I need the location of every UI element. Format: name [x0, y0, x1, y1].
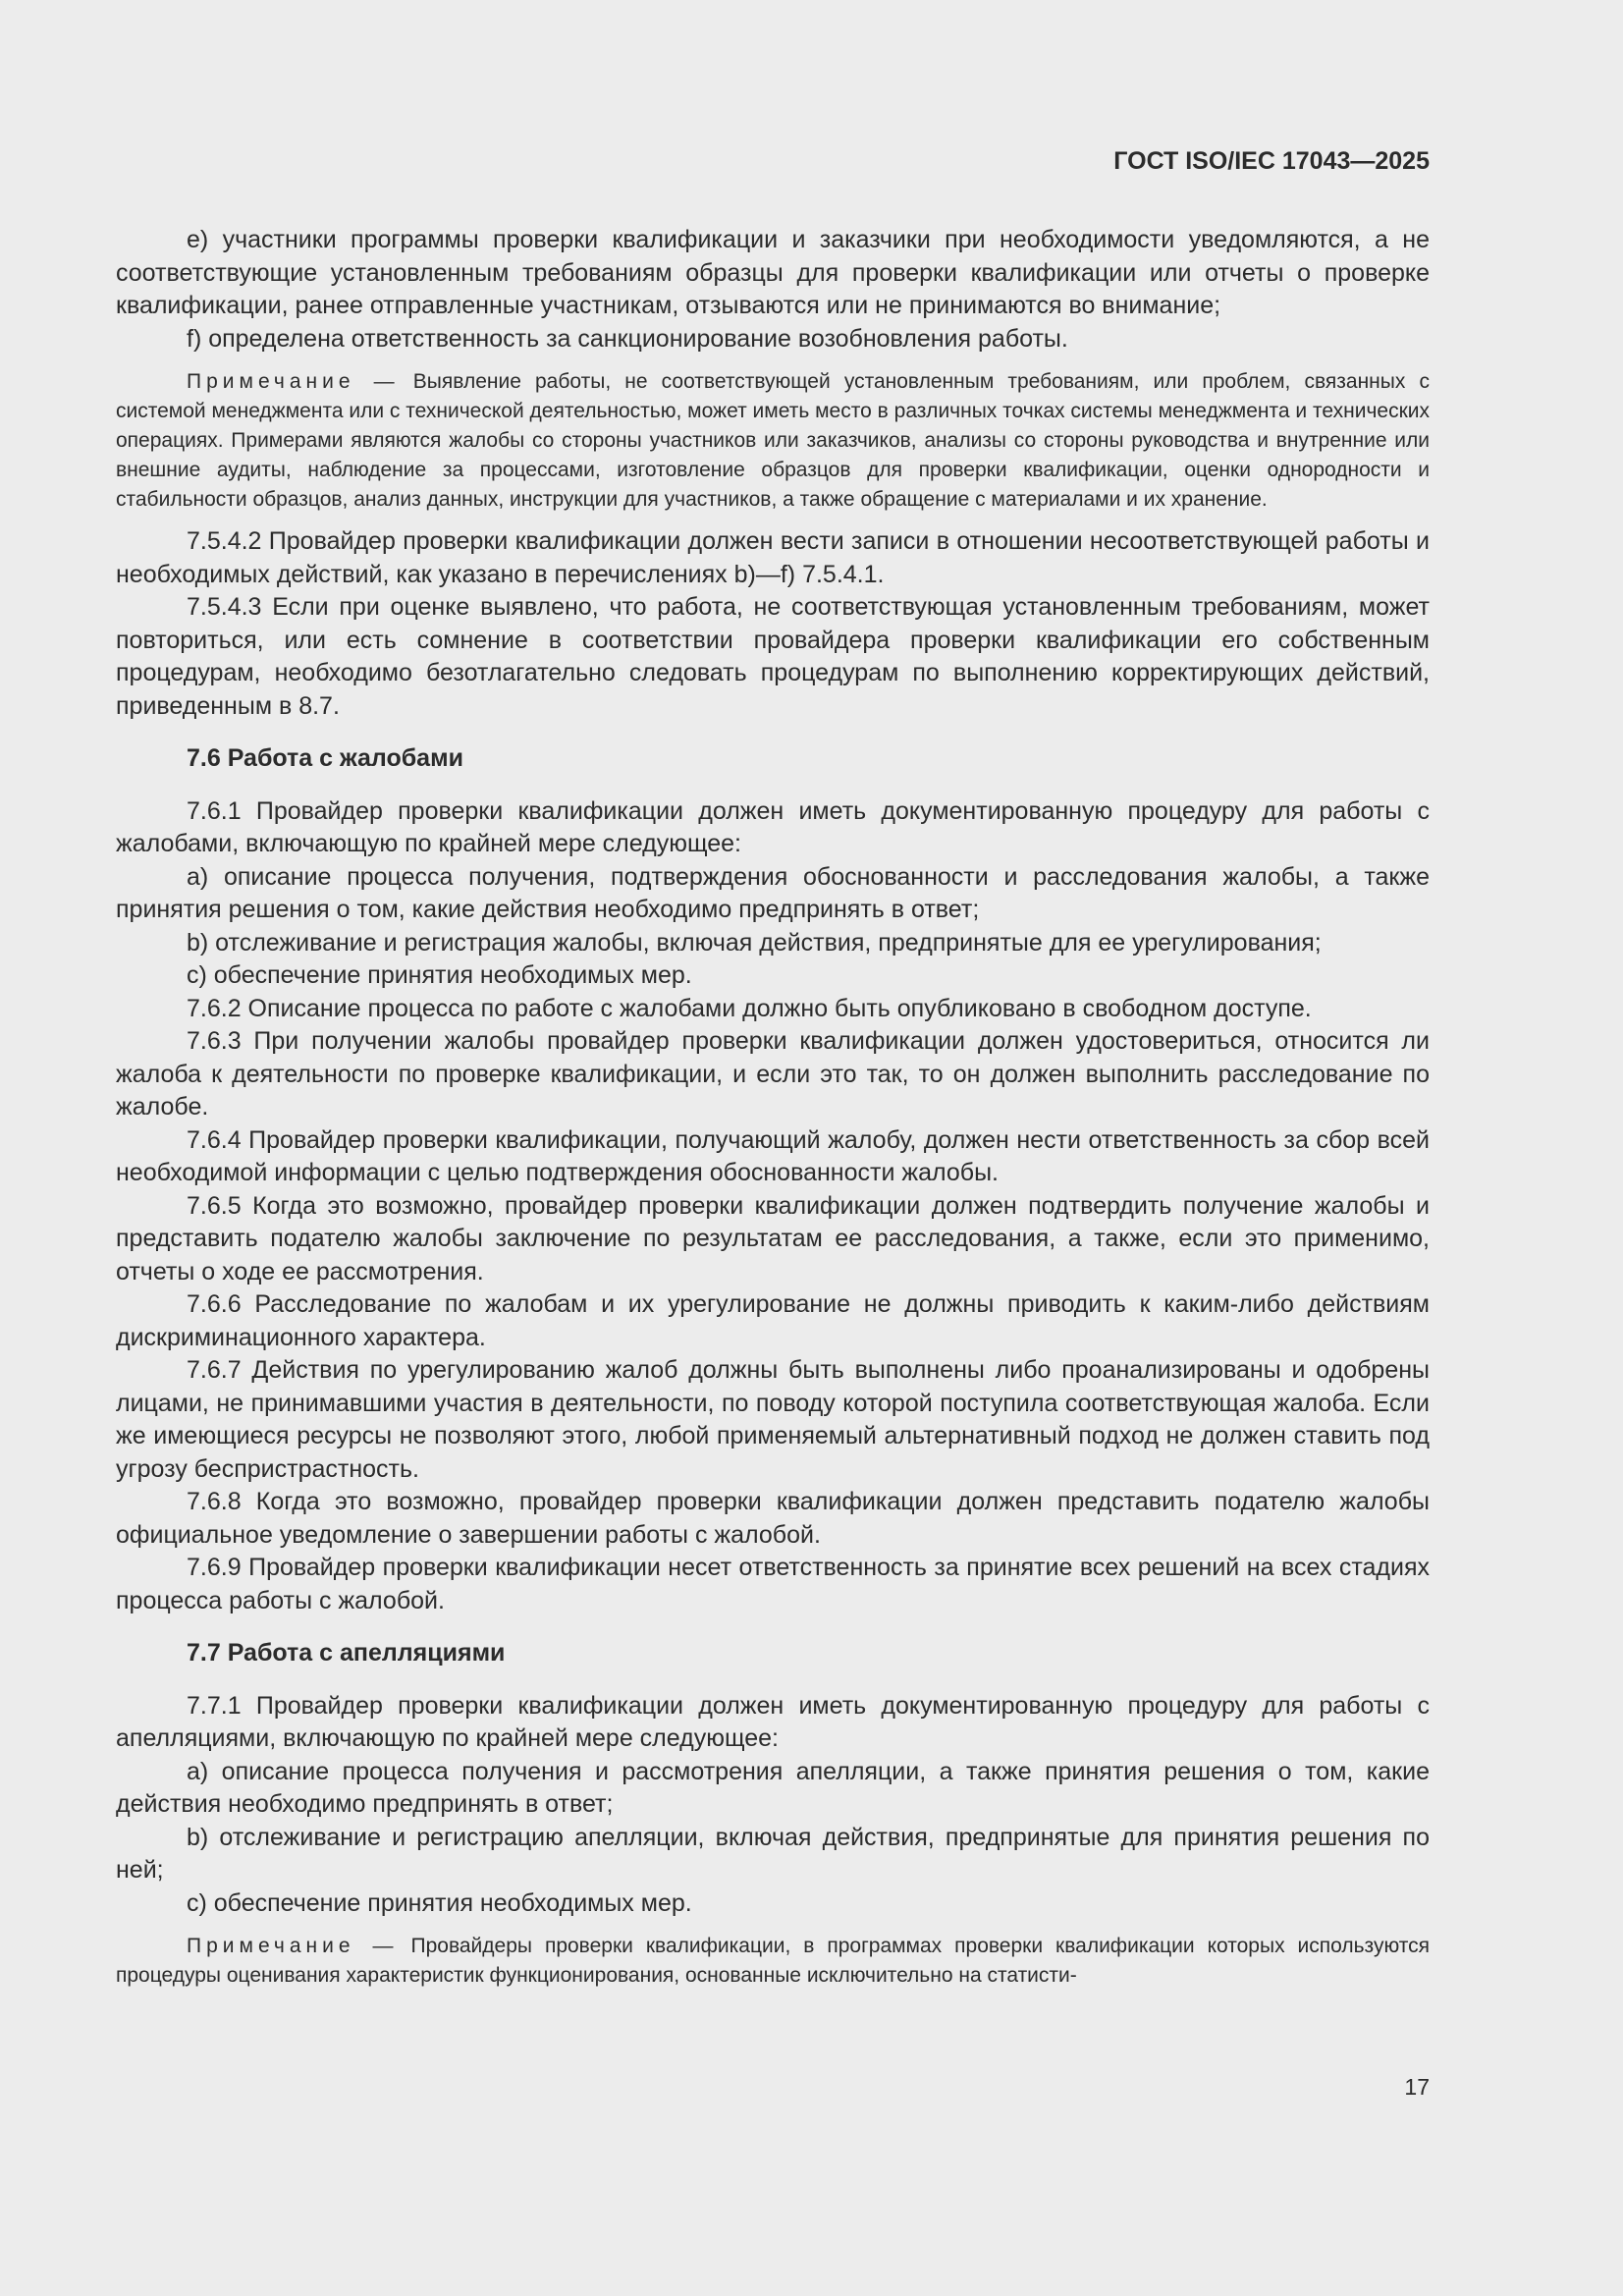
document-body — [116, 224, 1430, 2001]
paragraph-7-7-1-b: b) отслеживание и регистрацию апелляции, включая действия, предпринятые для принятия решения по ней; — [116, 1823, 1430, 1884]
paragraph-7-6-1: 7.6.1 Провайдер проверки квалификации должен иметь документированную процедуру для работы с жалобами, включающую по крайней мере следующее: — [116, 796, 1430, 857]
page-number: 17 — [1404, 2074, 1430, 2100]
paragraph-7-7-1-a: a) описание процесса получения и рассмотрения апелляции, а также принятия решения о том, какие действия необходимо предпринять в ответ; — [116, 1757, 1430, 1818]
paragraph-7-5-4-3: 7.5.4.3 Если при оценке выявлено, что работа, не соответствующая установленным требованиям, может повториться, или есть сомнение в соответствии провайдера проверки квалификации его собственным процедурам, необходимо безотлагательно следовать процедурам по выполнению корректирующих действий, приведенным в 8.7. — [116, 593, 1430, 720]
paragraph-7-6-7: 7.6.7 Действия по урегулированию жалоб должны быть выполнены либо проанализированы и одобрены лицами, не принимавшими участия в деятельности, по поводу которой поступила соответствующая жалоба. Если же имеющиеся ресурсы не позволяют этого, любой применяемый альтернативный подход не должен ставить под угрозу беспристрастность. — [116, 1356, 1430, 1483]
note-paragraph — [116, 367, 1430, 515]
paragraph-7-6-4: 7.6.4 Провайдер проверки квалификации, получающий жалобу, должен нести ответственность за сбор всей необходимой информации с целью подтверждения обоснованности жалобы. — [116, 1125, 1430, 1186]
paragraph-7-6-2: 7.6.2 Описание процесса по работе с жалобами должно быть опубликовано в свободном доступе. — [187, 994, 1312, 1022]
paragraph-7-6-1-c: c) обеспечение принятия необходимых мер. — [187, 961, 692, 989]
section-heading-7-7: 7.7 Работа с апелляциями — [187, 1639, 506, 1667]
paragraph-7-6-5: 7.6.5 Когда это возможно, провайдер проверки квалификации должен подтвердить получение жалобы и представить подателю жалобы заключение по результатам ее расследования, а также, если это применимо, отчеты о ходе ее рассмотрения. — [116, 1191, 1430, 1285]
paragraph-7-7-1-c: c) обеспечение принятия необходимых мер. — [187, 1888, 692, 1917]
note-text: Провайдеры проверки квалификации, в программах проверки квалификации которых используются процедуры оценивания характеристик функционирования, основанные исключительно на статисти- — [116, 1935, 1430, 1987]
note-label: Примечание — — [187, 370, 400, 393]
note-text: Выявление работы, не соответствующей установленным требованиям, или проблем, связанных с системой менеджмента или с технической деятельностью, может иметь место в различных точках системы менеджмента и технических операциях. Примерами являются жалобы со стороны участников или заказчиков, анализы со стороны руководства и внутренние или внешние аудиты, наблюдение за процессами, изготовление образцов для проверки квалификации, оценки однородности и стабильности образцов, анализ данных, инструкции для участников, а также обращение с материалами и их хранение. — [116, 370, 1430, 511]
paragraph-7-7-1: 7.7.1 Провайдер проверки квалификации должен иметь документированную процедуру для работы с апелляциями, включающую по крайней мере следующее: — [116, 1691, 1430, 1752]
paragraph-7-6-8: 7.6.8 Когда это возможно, провайдер проверки квалификации должен представить подателю жалобы официальное уведомление о завершении работы с жалобой. — [116, 1488, 1430, 1549]
paragraph-7-5-4-2: 7.5.4.2 Провайдер проверки квалификации должен вести записи в отношении несоответствующей работы и необходимых действий, как указано в перечислениях b)—f) 7.5.4.1. — [116, 527, 1430, 588]
paragraph-item-f: f) определена ответственность за санкционирование возобновления работы. — [187, 324, 1068, 353]
note-label: Примечание — — [187, 1935, 399, 1957]
section-heading-7-6: 7.6 Работа с жалобами — [187, 744, 463, 772]
paragraph-7-6-6: 7.6.6 Расследование по жалобам и их урегулирование не должны приводить к каким-либо действиям дискриминационного характера. — [116, 1290, 1430, 1351]
paragraph-7-6-3: 7.6.3 При получении жалобы провайдер проверки квалификации должен удостовериться, относится ли жалоба к деятельности по проверке квалификации, и если это так, то он должен выполнить расследование по жалобе. — [116, 1027, 1430, 1121]
paragraph-7-6-1-b: b) отслеживание и регистрация жалобы, включая действия, предпринятые для ее урегулирования; — [187, 928, 1322, 957]
paragraph-7-6-1-a: a) описание процесса получения, подтверждения обоснованности и расследования жалобы, а также принятия решения о том, какие действия необходимо предпринять в ответ; — [116, 862, 1430, 923]
paragraph-item-e: е) участники программы проверки квалификации и заказчики при необходимости уведомляются, а не соответствующие установленным требованиям образцы для проверки квалификации или отчеты о проверке квалификации, ранее отправленные участникам, отзываются или не принимаются во внимание; — [116, 226, 1430, 319]
document-header: ГОСТ ISO/IEC 17043—2025 — [1113, 147, 1430, 175]
note-paragraph — [116, 1932, 1430, 1991]
paragraph-7-6-9: 7.6.9 Провайдер проверки квалификации несет ответственность за принятие всех решений на всех стадиях процесса работы с жалобой. — [116, 1554, 1430, 1614]
